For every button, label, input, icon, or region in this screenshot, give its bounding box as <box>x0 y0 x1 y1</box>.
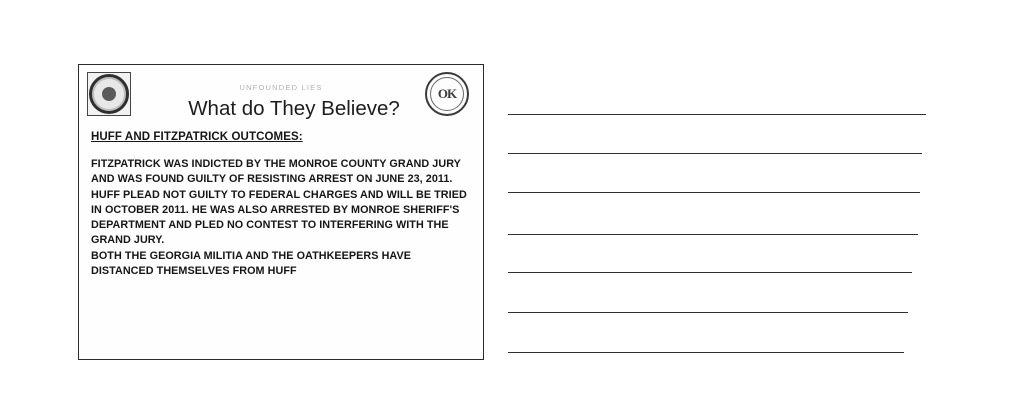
ruled-line <box>508 312 908 313</box>
slide-body-text <box>91 157 467 279</box>
body-paragraph: HUFF PLEAD NOT GUILTY TO FEDERAL CHARGES AND WILL BE TRIED IN OCTOBER 2011. HE WAS ALSO ARRESTED BY MONROE SHERIFF'S DEPARTMENT AND PLED NO CONTEST TO INTERFERING WITH THE GRAND JURY. <box>91 188 467 247</box>
ruled-line <box>508 114 926 115</box>
ruled-line <box>508 234 918 235</box>
slide-title: What do They Believe? <box>188 97 400 120</box>
stamp-monogram: OK <box>437 86 457 101</box>
ruled-note-lines <box>508 64 928 364</box>
ruled-line <box>508 272 912 273</box>
body-paragraph: FITZPATRICK WAS INDICTED BY THE MONROE COUNTY GRAND JURY AND WAS FOUND GUILTY OF RESISTING ARREST ON JUNE 23, 2011. <box>91 158 461 186</box>
ruled-line <box>508 153 922 154</box>
slide-subheading: HUFF AND FITZPATRICK OUTCOMES: <box>91 131 303 143</box>
slide-kicker-text: UNFOUNDED LIES <box>239 83 323 92</box>
ruled-line <box>508 192 920 193</box>
scanned-slide-card <box>78 64 484 360</box>
ruled-line <box>508 352 904 353</box>
body-paragraph: BOTH THE GEORGIA MILITIA AND THE OATHKEEPERS HAVE DISTANCED THEMSELVES FROM HUFF <box>91 249 411 278</box>
